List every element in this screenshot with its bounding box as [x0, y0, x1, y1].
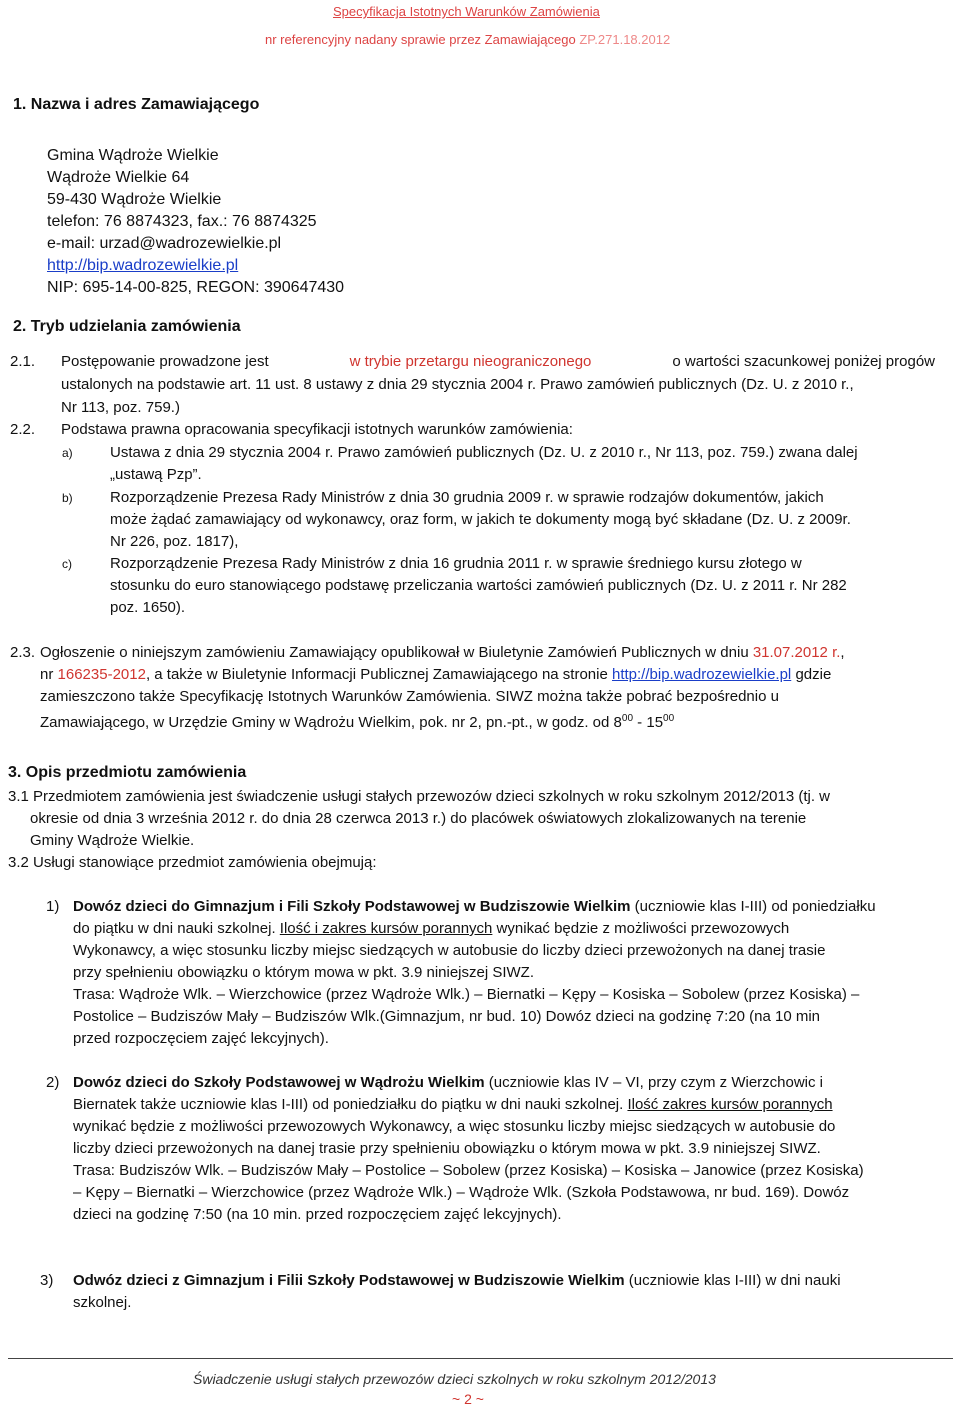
address-line: e-mail: urzad@wadrozewielkie.pl	[47, 235, 282, 252]
para-2-3-line4	[40, 708, 674, 735]
address-block	[47, 145, 344, 299]
para-3-1-line1: 3.1 Przedmiotem zamówienia jest świadczenie usługi stałych przewozów dzieci szkolnych w roku szkolnym 2012/2013 (tj. w	[8, 788, 831, 805]
list-marker-a: a)	[62, 446, 73, 460]
item-1-line5: Trasa: Wądroże Wlk. – Wierzchowice (przez Wądroże Wlk.) – Biernatki – Kępy – Kosiska – Sobolew (przez Kosiska) –	[73, 986, 860, 1003]
text: (uczniowie klas I-III) w dni nauki	[624, 1272, 841, 1289]
para-2-2-text: Podstawa prawna opracowania specyfikacji istotnych warunków zamówienia:	[61, 421, 573, 438]
underlined-text: Ilość i zakres kursów porannych	[279, 920, 493, 937]
item-1-line1	[73, 896, 876, 919]
text: - 15	[633, 714, 664, 731]
item-1-line3: Wykonawcy, a więc stosunku liczby miejsc siedzących w autobusie do liczby dzieci przewożonych na danej trasie	[73, 942, 826, 959]
superscript: 00	[621, 713, 634, 724]
para-2-1-line2: ustalonych na podstawie art. 11 ust. 8 ustawy z dnia 29 stycznia 2004 r. Prawo zamówień publicznych (Dz. U. z 2010 r.,	[61, 376, 854, 393]
text: , a także w Biuletynie Informacji Publicznej Zamawiającego na stronie	[145, 666, 608, 683]
para-2-1-line1	[61, 351, 935, 374]
item-1-line7: przed rozpoczęciem zajęć lekcyjnych).	[73, 1030, 329, 1047]
text: do piątku w dni nauki szkolnej.	[73, 920, 276, 937]
text: nr	[40, 666, 54, 683]
text: Ogłoszenie o niniejszym zamówieniu Zamawiający opublikował w Biuletynie Zamówień Publicznych w dniu	[40, 644, 749, 661]
para-2-3-line2	[40, 664, 831, 687]
para-2-1-line3: Nr 113, poz. 759.)	[61, 399, 180, 416]
text: gdzie	[795, 666, 832, 683]
underlined-text: Ilość zakres kursów porannych	[627, 1096, 833, 1113]
para-3-2: 3.2 Usługi stanowiące przedmiot zamówienia obejmują:	[8, 854, 377, 871]
item-2-line4: liczby dzieci przewożonych na danej trasie przy spełnieniu obowiązku o którym mowa w pkt. 3.9 niniejszej SIWZ.	[73, 1140, 821, 1157]
section-2-heading: 2. Tryb udzielania zamówienia	[13, 318, 241, 335]
para-2-3-line1	[40, 642, 845, 665]
item-c-line2: stosunku do euro stanowiącego podstawę przeliczania wartości zamówień publicznych (Dz. U. z 2011 r. Nr 282	[110, 577, 847, 594]
address-line: 59-430 Wądroże Wielkie	[47, 191, 222, 208]
para-2-3-line3: zamieszczono także Specyfikację Istotnych Warunków Zamówienia. SIWZ można także pobrać bezpośrednio u	[40, 688, 779, 705]
item-1-line2	[73, 918, 789, 941]
item-1-line4: przy spełnieniu obowiązku o którym mowa w pkt. 3.9 niniejszej SIWZ.	[73, 964, 535, 981]
section-3-heading: 3. Opis przedmiotu zamówienia	[8, 764, 247, 781]
item-3-line1	[73, 1270, 841, 1293]
text: o wartości szacunkowej poniżej progów	[672, 353, 935, 370]
nip-regon: NIP: 695-14-00-825, REGON: 390647430	[47, 279, 345, 296]
item-2-line7: dzieci na godzinę 7:50 (na 10 min. przed rozpoczęciem zajęć lekcyjnych).	[73, 1206, 562, 1223]
text: (uczniowie klas I-III) od poniedziałku	[630, 898, 876, 915]
header-ref-number: ZP.271.18.2012	[579, 32, 671, 47]
text: Biernatek także uczniowie klas I-III) od poniedziałku do piątku w dni nauki szkolnej.	[73, 1096, 624, 1113]
address-line: Wądroże Wielkie 64	[47, 169, 190, 186]
text: Postępowanie prowadzone jest	[61, 353, 269, 370]
superscript: 00	[663, 713, 675, 724]
item-2-num: 2)	[46, 1074, 60, 1091]
publication-date: 31.07.2012 r.	[752, 644, 841, 661]
item-title: Odwóz dzieci z Gimnazjum i Filii Szkoły Podstawowej w Budziszowie Wielkim	[73, 1272, 625, 1289]
address-line: telefon: 76 8874323, fax.: 76 8874325	[47, 213, 317, 230]
item-1-line6: Postolice – Budziszów Mały – Budziszów Wlk.(Gimnazjum, nr bud. 10) Dowóz dzieci na godzinę 7:20 (na 10 min	[73, 1008, 820, 1025]
header-reference	[265, 32, 670, 47]
item-c-line3: poz. 1650).	[110, 599, 186, 616]
text: wynikać będzie z możliwości przewozowych	[492, 920, 790, 937]
section-1-heading: 1. Nazwa i adres Zamawiającego	[13, 96, 260, 113]
header-title-link[interactable]: Specyfikacja Istotnych Warunków Zamówienia	[333, 4, 600, 19]
header-ref-prefix: nr referencyjny nadany sprawie przez Zamawiającego	[265, 32, 576, 47]
list-marker-b: b)	[62, 491, 73, 505]
procedure-mode: w trybie przetargu nieograniczonego	[349, 353, 592, 370]
bip-link[interactable]: http://bip.wadrozewielkie.pl	[612, 666, 792, 683]
text: (uczniowie klas IV – VI, przy czym z Wierzchowic i	[484, 1074, 824, 1091]
address-line: Gmina Wądroże Wielkie	[47, 147, 219, 164]
item-3-num: 3)	[40, 1272, 54, 1289]
item-b-line1: Rozporządzenie Prezesa Rady Ministrów z dnia 30 grudnia 2009 r. w sprawie rodzajów dokumentów, jakich	[110, 489, 824, 506]
item-2-line2	[73, 1094, 833, 1117]
announcement-number: 166235-2012	[57, 666, 146, 683]
text: Zamawiającego, w Urzędzie Gminy w Wądrożu Wielkim, pok. nr 2, pn.-pt., w godz. od 8	[40, 714, 622, 731]
para-3-1-line3: Gminy Wądroże Wielkie.	[30, 832, 195, 849]
header-title[interactable]	[333, 4, 600, 19]
item-2-line3: wynikać będzie z możliwości przewozowych Wykonawcy, a więc stosunku liczby miejsc siedzących w autobusie do	[73, 1118, 836, 1135]
para-3-1-line2: okresie od dnia 3 września 2012 r. do dnia 28 czerwca 2013 r.) do placówek oświatowych zlokalizowanych na terenie	[30, 810, 807, 827]
item-1-num: 1)	[46, 898, 60, 915]
text: ,	[840, 644, 845, 661]
bip-link[interactable]: http://bip.wadrozewielkie.pl	[47, 257, 239, 274]
item-title: Dowóz dzieci do Gimnazjum i Fili Szkoły Podstawowej w Budziszowie Wielkim	[73, 898, 631, 915]
item-a-line2: „ustawą Pzp”.	[110, 466, 202, 483]
footer-divider	[8, 1358, 953, 1359]
item-2-line6: – Kępy – Biernatki – Wierzchowice (przez Wądroże Wlk.) – Wądroże Wlk. (Szkoła Podstawowa, nr bud. 169). Dowóz	[73, 1184, 850, 1201]
page-number: ~ 2 ~	[452, 1391, 484, 1407]
item-b-line3: Nr 226, poz. 1817),	[110, 533, 239, 550]
item-2-line5: Trasa: Budziszów Wlk. – Budziszów Mały – Postolice – Sobolew (przez Kosiska) – Kosiska – Janowice (przez Kosiska)	[73, 1162, 864, 1179]
list-marker-c: c)	[62, 557, 72, 571]
item-title: Dowóz dzieci do Szkoły Podstawowej w Wądrożu Wielkim	[73, 1074, 485, 1091]
item-a-line1: Ustawa z dnia 29 stycznia 2004 r. Prawo zamówień publicznych (Dz. U. z 2010 r., Nr 113, poz. 759.) zwana dalej	[110, 444, 858, 461]
item-2-line1	[73, 1072, 823, 1095]
para-2-2-num: 2.2.	[10, 421, 36, 438]
item-b-line2: może żądać zamawiający od wykonawcy, oraz form, w jakich te dokumenty mogą być składane (Dz. U. z 2009r.	[110, 511, 851, 528]
para-2-1-num: 2.1.	[10, 353, 36, 370]
item-3-line2: szkolnej.	[73, 1294, 132, 1311]
item-c-line1: Rozporządzenie Prezesa Rady Ministrów z dnia 16 grudnia 2011 r. w sprawie średniego kursu złotego w	[110, 555, 802, 572]
footer-text: Świadczenie usługi stałych przewozów dzieci szkolnych w roku szkolnym 2012/2013	[193, 1371, 716, 1387]
para-2-3-num: 2.3.	[10, 644, 36, 661]
